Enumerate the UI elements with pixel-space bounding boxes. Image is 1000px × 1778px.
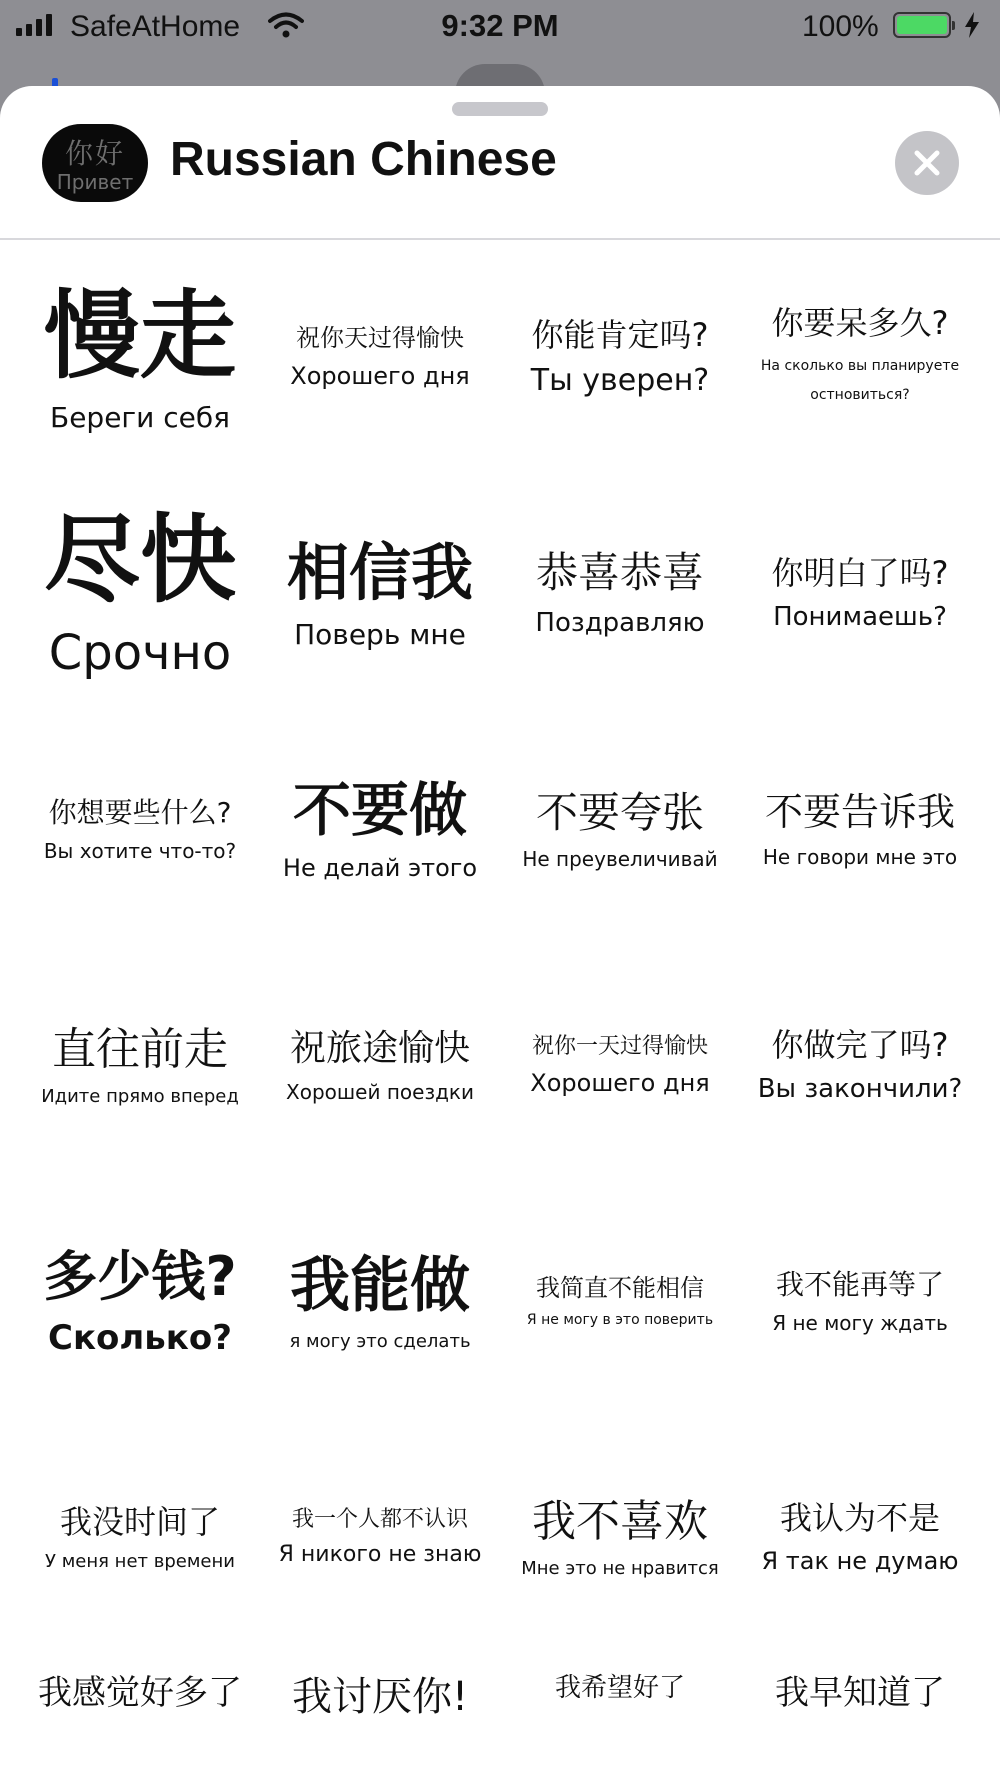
sticker[interactable] xyxy=(260,1184,500,1420)
close-button[interactable] xyxy=(895,131,959,195)
sticker[interactable] xyxy=(260,1420,500,1656)
sticker[interactable] xyxy=(20,948,260,1184)
sticker[interactable] xyxy=(740,476,980,712)
sticker-russian-text: Мне это не нравится xyxy=(521,1557,719,1579)
sticker-russian-text: У меня нет времени xyxy=(45,1550,235,1572)
sticker-chinese-text: 我一个人都不认识 xyxy=(291,1507,468,1533)
sticker-chinese-text: 祝你一天过得愉快 xyxy=(531,1033,708,1059)
sticker-russian-text: Вы закончили? xyxy=(757,1073,963,1104)
sticker-russian-text: Понимаешь? xyxy=(773,601,947,632)
sticker-chinese-text: 我希望好了 xyxy=(554,1673,685,1703)
sticker-russian-text: Я так не думаю xyxy=(761,1547,959,1575)
sticker-chinese-text: 我认为不是 xyxy=(779,1499,940,1538)
app-icon-text-ru: Привет xyxy=(56,170,134,194)
sticker-russian-text: Береги себя xyxy=(50,401,230,435)
sticker-chinese-text: 尽快 xyxy=(44,504,236,616)
sticker[interactable] xyxy=(740,1184,980,1420)
sticker-chinese-text: 相信我 xyxy=(286,535,473,609)
sticker-russian-text: Сколько? xyxy=(48,1317,232,1358)
battery-percent: 100% xyxy=(802,10,879,43)
sticker-chinese-text: 我不喜欢 xyxy=(532,1495,708,1547)
sticker-chinese-text: 不要夸张 xyxy=(535,787,704,837)
sticker-chinese-text: 我能做 xyxy=(290,1250,470,1321)
sticker-russian-text: Ты уверен? xyxy=(530,363,710,399)
sticker-russian-text: Не говори мне это xyxy=(762,844,958,869)
sticker-chinese-text: 直往前走 xyxy=(52,1023,228,1075)
sticker-russian-text: Не преувеличивай xyxy=(522,847,718,872)
sticker[interactable] xyxy=(740,240,980,476)
sticker-chinese-text: 你做完了吗? xyxy=(771,1026,949,1064)
sticker-russian-text: Не делай этого xyxy=(282,853,478,882)
sticker-russian-text: Поздравляю xyxy=(535,607,705,638)
sticker-chinese-text: 你明白了吗? xyxy=(771,554,949,592)
sticker[interactable] xyxy=(500,1656,740,1778)
sticker[interactable] xyxy=(500,1420,740,1656)
sticker[interactable] xyxy=(20,712,260,948)
sticker-chinese-text: 我简直不能相信 xyxy=(536,1273,704,1302)
sticker-russian-text: Я не могу ждать xyxy=(772,1311,948,1336)
close-icon xyxy=(912,148,942,178)
app-icon xyxy=(42,124,148,202)
charging-bolt-icon xyxy=(963,12,981,38)
sticker-chinese-text: 多少钱? xyxy=(43,1244,237,1308)
sticker-chinese-text: 我不能再等了 xyxy=(775,1267,944,1301)
sticker-chinese-text: 不要告诉我 xyxy=(764,790,955,835)
sticker-russian-text: Вы хотите что-то? xyxy=(43,839,237,864)
sticker-russian-text: Хорошего дня xyxy=(290,362,470,391)
carrier-name: SafeAtHome xyxy=(70,10,241,43)
sticker[interactable] xyxy=(20,1420,260,1656)
sticker[interactable] xyxy=(20,1184,260,1420)
sticker-russian-text: Идите прямо вперед xyxy=(41,1085,239,1107)
sticker-chinese-text: 我没时间了 xyxy=(59,1502,220,1541)
sticker-chinese-text: 我早知道了 xyxy=(775,1673,945,1713)
sticker-chinese-text: 你能肯定吗? xyxy=(531,315,709,354)
status-bar xyxy=(0,0,1000,60)
sticker[interactable] xyxy=(260,712,500,948)
sticker[interactable] xyxy=(20,476,260,712)
sticker[interactable] xyxy=(20,1656,260,1778)
sticker[interactable] xyxy=(20,240,260,476)
sticker[interactable] xyxy=(260,1656,500,1778)
sheet-header xyxy=(0,86,1000,240)
sticker-chinese-text: 你要呆多久? xyxy=(771,304,949,343)
sticker-chinese-text: 祝旅途愉快 xyxy=(289,1028,470,1070)
sticker[interactable] xyxy=(740,1420,980,1656)
sticker[interactable] xyxy=(740,948,980,1184)
sticker[interactable] xyxy=(500,240,740,476)
sticker-russian-text: я могу это сделать xyxy=(289,1330,471,1352)
sticker-russian-text: Хорошего дня xyxy=(530,1069,710,1098)
sticker-chinese-text: 我讨厌你! xyxy=(291,1674,469,1720)
sticker[interactable] xyxy=(740,712,980,948)
sticker-russian-text: Я никого не знаю xyxy=(278,1542,482,1568)
sticker[interactable] xyxy=(260,948,500,1184)
sticker[interactable] xyxy=(500,712,740,948)
sticker-russian-text: Я не могу в это поверить xyxy=(526,1312,714,1329)
sticker-russian-text: На сколько вы планируете остновиться? xyxy=(760,358,960,404)
sticker[interactable] xyxy=(500,1184,740,1420)
page-title: Russian Chinese xyxy=(170,133,557,186)
sticker-chinese-text: 恭喜恭喜 xyxy=(535,548,704,598)
sticker[interactable] xyxy=(260,476,500,712)
sticker[interactable] xyxy=(260,240,500,476)
sticker[interactable] xyxy=(740,1656,980,1778)
sticker[interactable] xyxy=(500,948,740,1184)
clock: 9:32 PM xyxy=(441,8,559,43)
sticker-chinese-text: 慢走 xyxy=(44,280,236,392)
app-icon-text-cn: 你好 xyxy=(64,137,125,170)
sticker[interactable] xyxy=(500,476,740,712)
sticker-chinese-text: 不要做 xyxy=(292,776,467,845)
sticker-russian-text: Хорошей поездки xyxy=(286,1079,474,1104)
sticker-russian-text: Поверь мне xyxy=(294,617,466,651)
sticker-chinese-text: 你想要些什么? xyxy=(48,795,232,829)
sticker-chinese-text: 祝你天过得愉快 xyxy=(296,323,464,352)
sticker-chinese-text: 我感觉好多了 xyxy=(38,1673,242,1713)
sticker-russian-text: Срочно xyxy=(48,625,232,682)
battery-icon xyxy=(893,12,951,38)
sticker-sheet xyxy=(0,86,1000,1778)
